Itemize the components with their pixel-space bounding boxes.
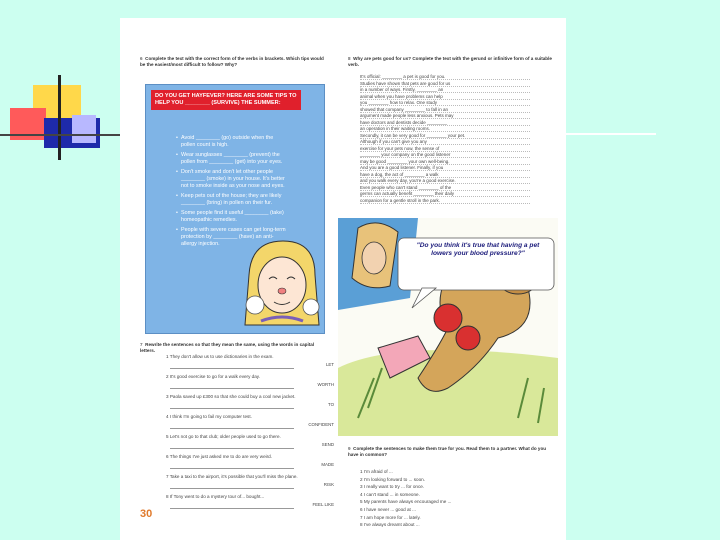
- list-item: 4 I can't stand ... in someone.: [360, 491, 420, 497]
- exercise-8-instruction: 8 Why are pets good for us? Complete the text with the gerund or infinitive form of a suitable verb.: [348, 56, 552, 67]
- tip-item: • People with severe cases can get long-term protection by ________ (have) an anti-allergy injection.: [176, 227, 286, 248]
- hayfever-tips-list: [176, 135, 286, 251]
- text-line: in a number of ways. Firstly, ________ an: [360, 87, 530, 93]
- text-line: you ________ how to relax. One study: [360, 100, 530, 106]
- exercise-9-list: [360, 468, 530, 529]
- list-item: 3 Paola saved up £300 so that she could buy a cool new jacket. TO: [166, 394, 334, 407]
- list-item: 5 Let's not go to that club; older people used to go there. SEND: [166, 434, 334, 447]
- text-line: and you walk every day, you're a good exercise.: [360, 178, 530, 184]
- text-line: Secondly, it can be very good for ________ your pet.: [360, 133, 530, 139]
- text-line: argument made people less anxious. Pets may: [360, 113, 530, 119]
- decor-vertical-line: [58, 75, 61, 160]
- text-line: have a dog, the act of ________ a walk: [360, 172, 530, 178]
- decor-horizontal-line-right: [556, 133, 656, 135]
- text-line: showed that company ________ to fall in an: [360, 107, 530, 113]
- text-line: an operation in their waiting rooms.: [360, 126, 530, 132]
- hayfever-box-title: DO YOU GET HAYFEVER? HERE ARE SOME TIPS TO HELP YOU ________ (SURVIVE) THE SUMMER:: [151, 90, 301, 110]
- tip-item: • Wear sunglasses ________ (prevent) the pollen from ________ (get) into your eyes.: [176, 152, 286, 166]
- list-item: 3 I really want to try ... for once.: [360, 484, 425, 490]
- text-line: Even people who can't stand ________ of the: [360, 185, 530, 191]
- text-line: And you are a good listener. Finally, if you: [360, 165, 530, 171]
- text-line: It's official: ________ a pet is good for you.: [360, 74, 530, 80]
- list-item: 1 They don't allow us to use dictionaries in the exam. LET: [166, 354, 334, 367]
- list-item: 2 It's good exercise to go for a walk every day. WORTH: [166, 374, 334, 387]
- tip-item: • Keep pets out of the house; they are likely ________ (bring) in pollen on their fur.: [176, 193, 286, 207]
- exercise-7-instruction: 7 Rewrite the sentences so that they mean the same, using the words in capital letters.: [140, 342, 315, 353]
- text-line: germs can actually benefit ________ their daily: [360, 191, 530, 197]
- decor-lavender-square: [72, 115, 96, 143]
- exercise-6-instruction: 6 Complete the text with the correct form of the verbs in brackets. Which tips would be the easiest/most difficult to follow? Why?: [140, 56, 324, 67]
- tip-item: • Some people find it useful ________ (take) homeopathic remedies.: [176, 210, 286, 224]
- decor-horizontal-line: [0, 134, 122, 136]
- exercise-9-instruction: 9 Complete the sentences to make them true for you. Read them to a partner. What do you have in common?: [348, 446, 547, 457]
- list-item: 8 If Tony went to do a mystery tour of... bought... FEEL LIKE: [166, 494, 334, 507]
- list-item: 8 I've always dreamt about ...: [360, 522, 420, 528]
- textbook-page: [120, 18, 566, 540]
- list-item: 1 I'm afraid of ...: [360, 469, 393, 474]
- text-line: companion for a gentle stroll in the park.: [360, 198, 530, 204]
- hayfever-tips-box: [145, 84, 325, 334]
- tip-item: • Avoid ________ (go) outside when the pollen count is high.: [176, 135, 286, 149]
- list-item: 4 I think I'm going to fail my computer test. CONFIDENT: [166, 414, 334, 427]
- text-line: exercise for your pets now, the sense of: [360, 146, 530, 152]
- list-item: 6 I have never ... good at ...: [360, 506, 416, 512]
- text-line: have doctors and dentists decide ________: [360, 120, 530, 126]
- list-item: 5 My parents have always encouraged me ...: [360, 499, 452, 505]
- list-item: 6 The things I've just asked me to do are very weird. MADE: [166, 454, 334, 467]
- sneezing-woman-illustration: [241, 235, 323, 330]
- page-number: 30: [140, 508, 153, 520]
- text-line: animal when you have problems can help: [360, 94, 530, 100]
- text-line: ________ your company on the good listener: [360, 152, 530, 158]
- exercise-8-text: [360, 74, 530, 204]
- text-line: Although if you can't give you any: [360, 139, 530, 145]
- exercise-7-list: [166, 354, 334, 514]
- tip-item: • Don't smoke and don't let other people ________ (smoke) in your house. It's better not to smoke inside as your nose and eyes.: [176, 169, 286, 190]
- speech-bubble-text: "Do you think it's true that having a pet lowers your blood pressure?": [416, 242, 540, 257]
- text-line: may be good ________ your own well-being.: [360, 159, 530, 165]
- list-item: 7 I am hope more for ... lately.: [360, 514, 421, 520]
- list-item: 2 I'm looking forward to ... soon.: [360, 476, 425, 482]
- text-line: Studies have shown that pets are good for us: [360, 81, 530, 87]
- list-item: 7 Take a taxi to the airport, it's possible that you'll miss the plane. RISK: [166, 474, 334, 487]
